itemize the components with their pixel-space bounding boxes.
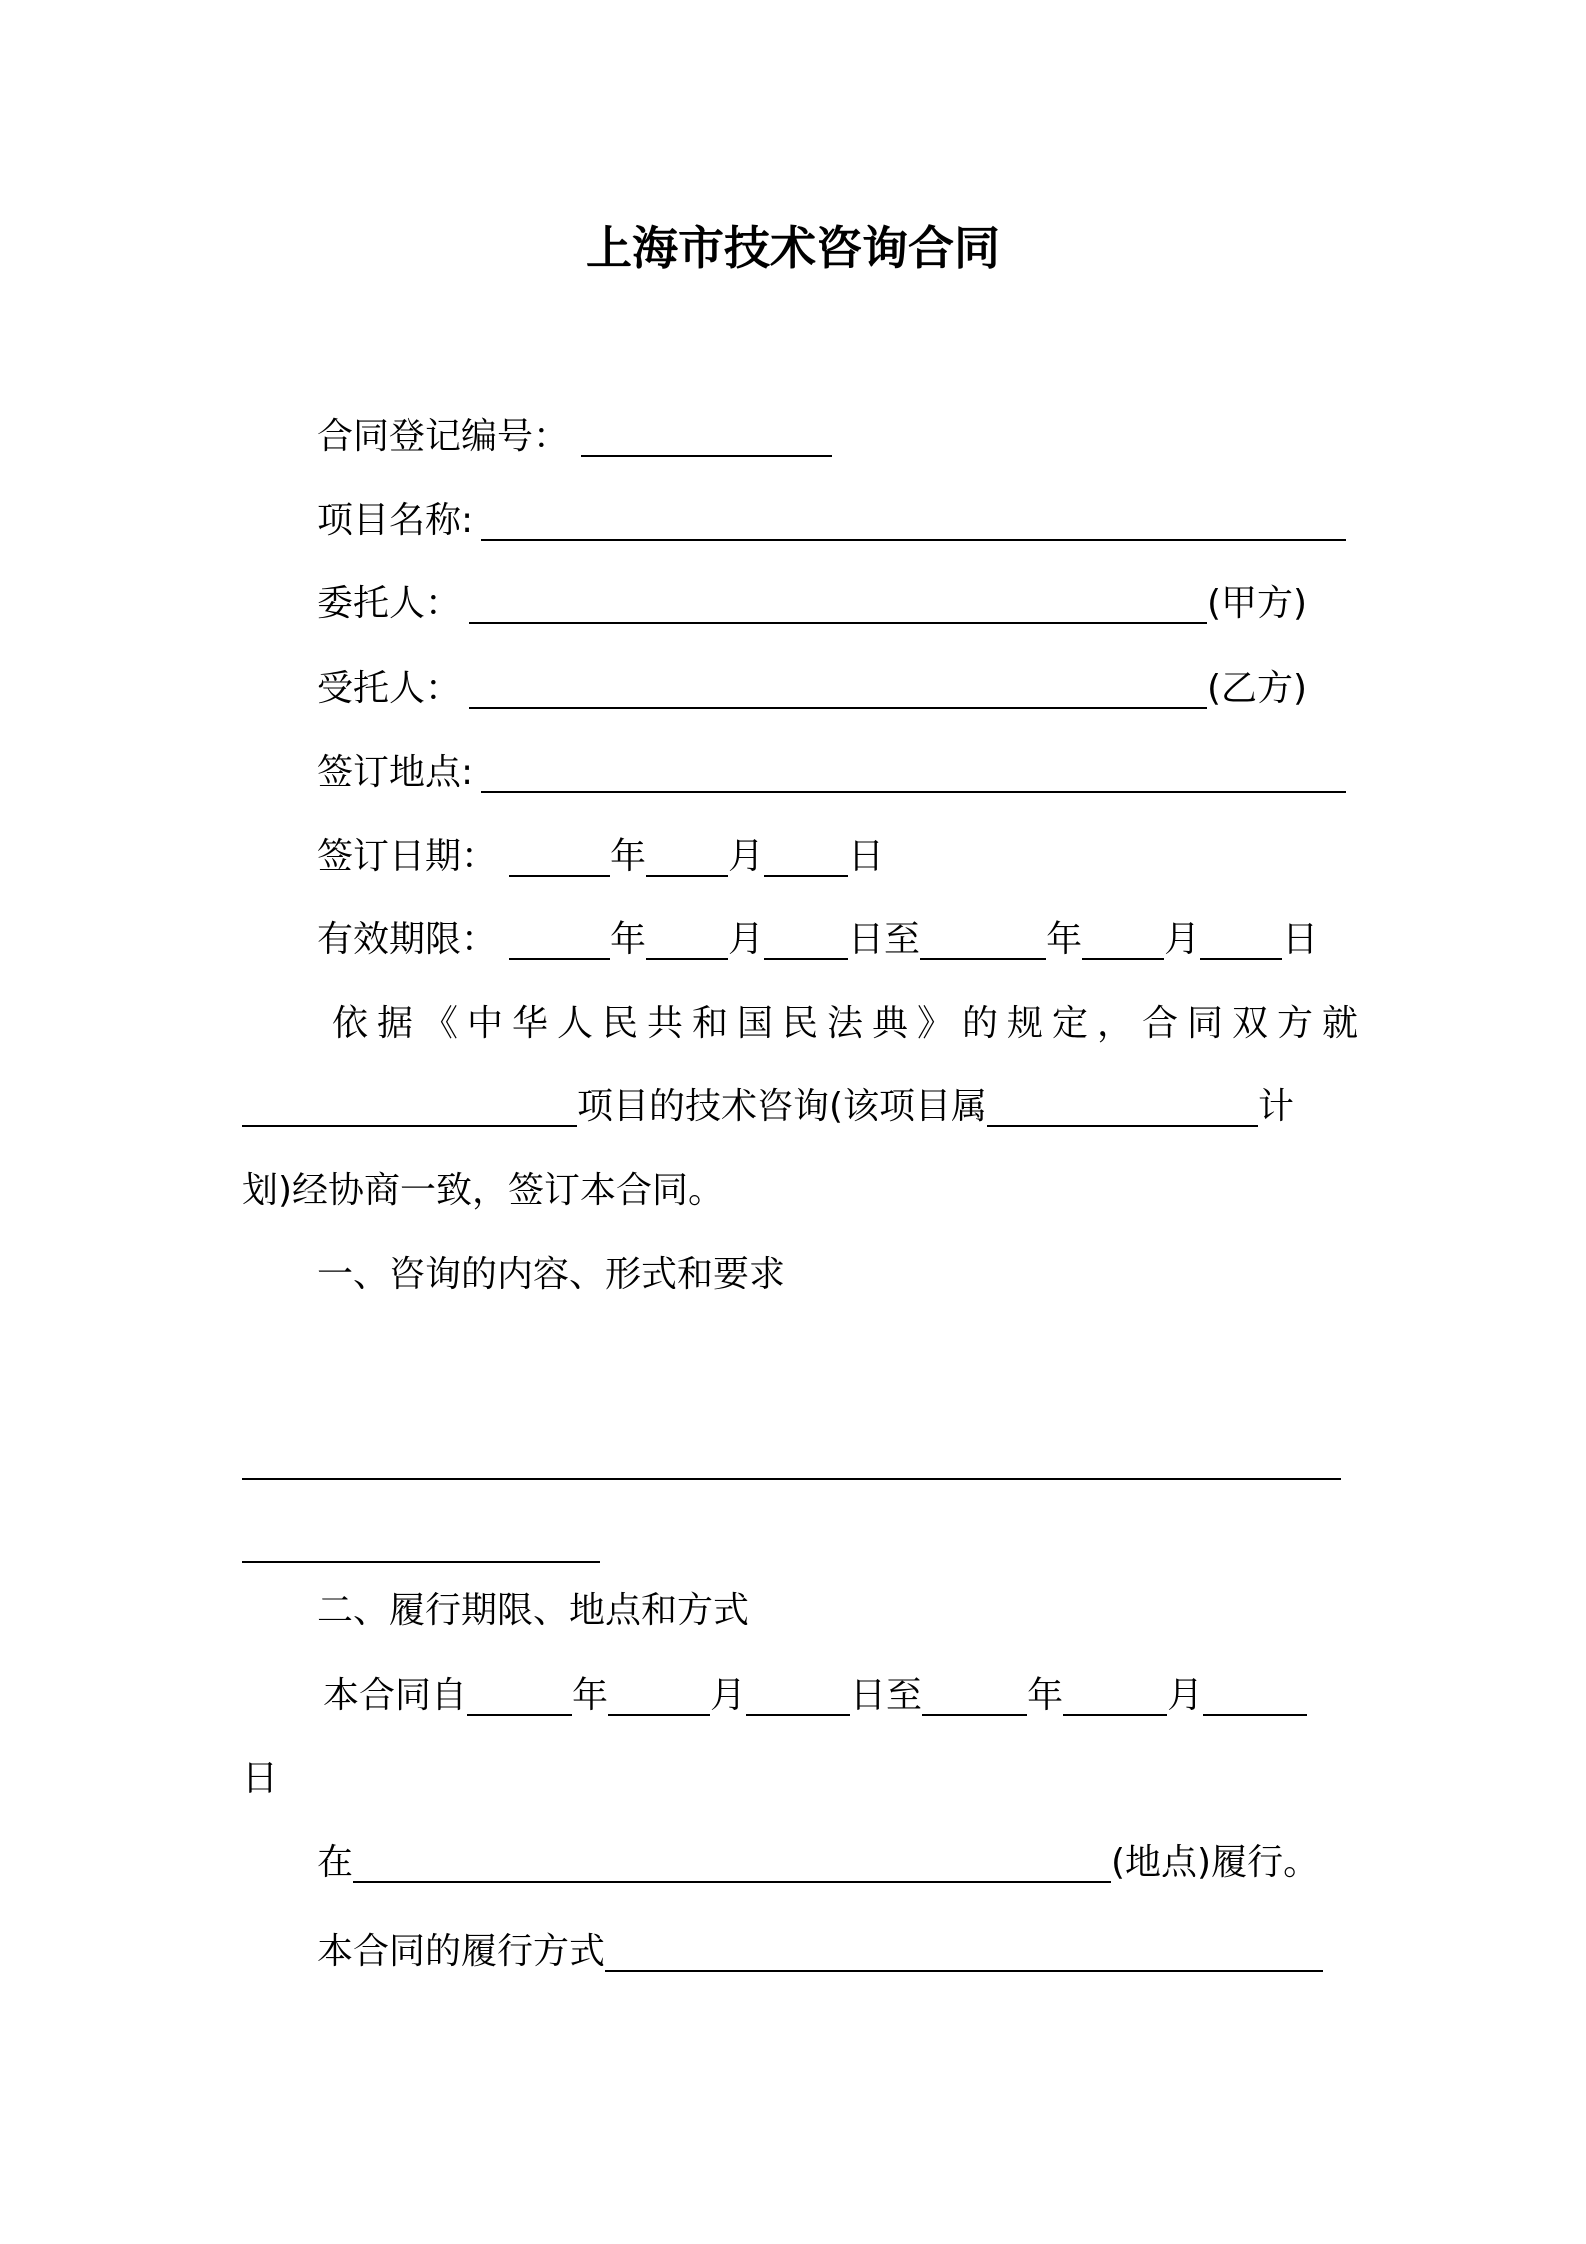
valid-to-month-blank[interactable] bbox=[1082, 920, 1164, 960]
day-to-label: 日至 bbox=[850, 1675, 923, 1716]
preamble-text: 项目的技术咨询(该项目属 bbox=[577, 1086, 988, 1127]
term-to-month-blank[interactable] bbox=[1063, 1676, 1167, 1716]
year-label: 年 bbox=[610, 836, 647, 877]
day-to-label: 日至 bbox=[848, 919, 921, 960]
sign-date-label: 签订日期： bbox=[317, 836, 498, 877]
sign-place-label: 签订地点: bbox=[317, 752, 474, 793]
year-label: 年 bbox=[610, 919, 647, 960]
valid-to-year-blank[interactable] bbox=[920, 920, 1046, 960]
preamble-line-3: 划)经协商一致，签订本合同。 bbox=[242, 1170, 725, 1211]
month-label: 月 bbox=[728, 836, 765, 877]
validity-row bbox=[317, 916, 1318, 964]
day-label: 日 bbox=[848, 836, 885, 877]
client-suffix: (甲方) bbox=[1207, 583, 1308, 624]
client-blank[interactable] bbox=[469, 584, 1207, 624]
valid-from-month-blank[interactable] bbox=[646, 920, 728, 960]
document-title: 上海市技术咨询合同 bbox=[586, 221, 1000, 275]
method-label: 本合同的履行方式 bbox=[317, 1931, 606, 1972]
year-label: 年 bbox=[1046, 919, 1083, 960]
section-1-heading: 一、咨询的内容、形式和要求 bbox=[317, 1254, 786, 1295]
section-1-content-blank[interactable] bbox=[242, 1440, 1341, 1480]
registration-number-blank[interactable] bbox=[581, 417, 832, 457]
preamble-line-1: 依据《中华人民共和国民法典》的规定，合同双方就 bbox=[332, 1003, 1368, 1044]
consultant-row bbox=[317, 665, 1307, 713]
year-label: 年 bbox=[572, 1675, 609, 1716]
term-prefix: 本合同自 bbox=[323, 1675, 468, 1716]
term-to-day-blank[interactable] bbox=[1203, 1676, 1307, 1716]
valid-from-day-blank[interactable] bbox=[764, 920, 848, 960]
place-row bbox=[317, 1839, 1319, 1887]
term-from-year-blank[interactable] bbox=[467, 1676, 572, 1716]
section-1-content-blank-2[interactable] bbox=[242, 1523, 600, 1563]
consultant-blank[interactable] bbox=[469, 669, 1207, 709]
client-row bbox=[317, 580, 1307, 628]
method-row bbox=[317, 1928, 1323, 1976]
registration-number-row bbox=[317, 413, 832, 461]
term-to-year-blank[interactable] bbox=[922, 1676, 1027, 1716]
section-1-content-row bbox=[242, 1440, 1341, 1484]
term-day-label: 日 bbox=[242, 1758, 279, 1799]
validity-label: 有效期限： bbox=[317, 919, 498, 960]
section-2-heading: 二、履行期限、地点和方式 bbox=[317, 1590, 750, 1631]
term-from-month-blank[interactable] bbox=[608, 1676, 710, 1716]
term-row bbox=[323, 1672, 1307, 1720]
sign-date-row bbox=[317, 833, 884, 881]
registration-number-label: 合同登记编号： bbox=[317, 416, 570, 457]
performance-place-blank[interactable] bbox=[353, 1843, 1111, 1883]
sign-month-blank[interactable] bbox=[646, 837, 728, 877]
day-label: 日 bbox=[1282, 919, 1319, 960]
project-blank[interactable] bbox=[242, 1087, 577, 1127]
project-name-blank[interactable] bbox=[481, 501, 1346, 541]
place-prefix: 在 bbox=[317, 1842, 354, 1883]
section-1-content-row-2 bbox=[242, 1523, 600, 1567]
sign-place-row bbox=[317, 749, 1346, 797]
sign-year-blank[interactable] bbox=[509, 837, 610, 877]
term-from-day-blank[interactable] bbox=[746, 1676, 850, 1716]
plan-blank[interactable] bbox=[987, 1087, 1258, 1127]
consultant-suffix: (乙方) bbox=[1207, 668, 1308, 709]
client-label: 委托人： bbox=[317, 583, 462, 624]
sign-day-blank[interactable] bbox=[764, 837, 848, 877]
preamble-line-2 bbox=[242, 1083, 1294, 1131]
project-name-row bbox=[317, 497, 1346, 545]
month-label: 月 bbox=[1167, 1675, 1204, 1716]
performance-method-blank[interactable] bbox=[605, 1932, 1323, 1972]
valid-from-year-blank[interactable] bbox=[509, 920, 610, 960]
consultant-label: 受托人： bbox=[317, 668, 462, 709]
month-label: 月 bbox=[710, 1675, 747, 1716]
place-suffix: (地点)履行。 bbox=[1111, 1842, 1320, 1883]
sign-place-blank[interactable] bbox=[481, 753, 1346, 793]
project-name-label: 项目名称: bbox=[317, 500, 474, 541]
year-label: 年 bbox=[1027, 1675, 1064, 1716]
month-label: 月 bbox=[728, 919, 765, 960]
month-label: 月 bbox=[1164, 919, 1201, 960]
preamble-text-end: 计 bbox=[1258, 1086, 1295, 1127]
valid-to-day-blank[interactable] bbox=[1200, 920, 1282, 960]
